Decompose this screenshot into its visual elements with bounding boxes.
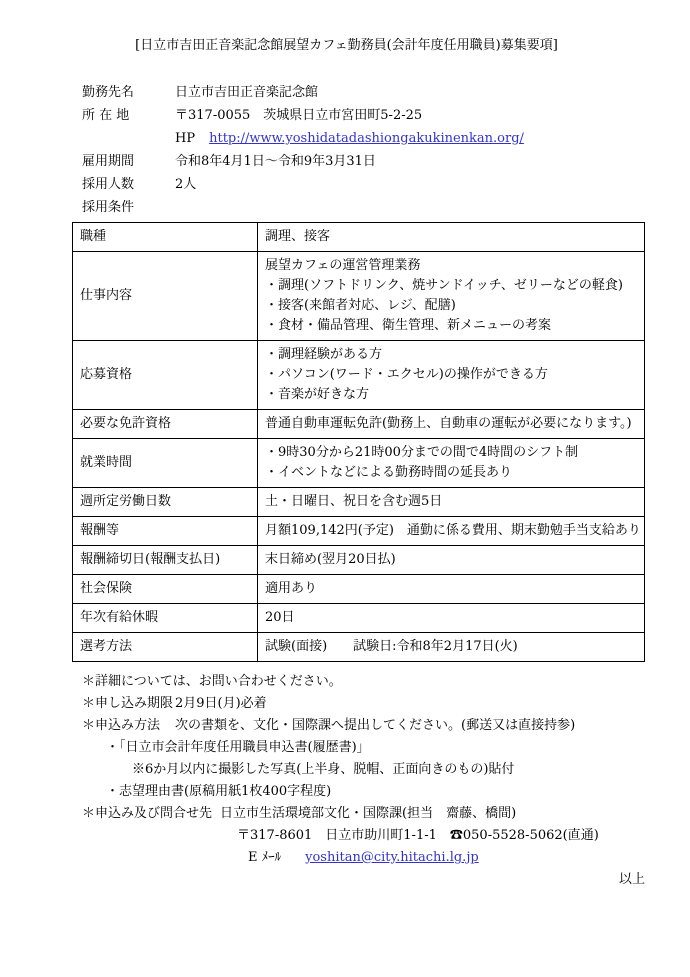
workplace-label: 勤務先名 [82,85,135,100]
cell-line: 試験(面接) 試験日:令和8年2月17日(火) [265,639,518,654]
info-row-period [82,150,645,173]
cell-line: ・イベントなどによる勤務時間の延長あり [265,465,513,480]
info-row-address [82,104,645,127]
cell-line: 調理、接客 [265,229,331,244]
contact-office: 日立市生活環境部文化・国際課(担当 齋藤、橋間) [220,806,517,821]
row-value [258,341,645,410]
cell-line: 展望カフェの運営管理業務 [265,258,421,273]
table-row-job-description [73,252,645,341]
table-row-working-hours [73,439,645,488]
cell-line: ・調理経験がある方 [265,347,383,362]
row-label: 週所定労働日数 [73,488,258,517]
cell-line: ・音楽が好きな方 [265,387,370,402]
row-label: 必要な免許資格 [73,410,258,439]
cell-line: 適用あり [265,581,318,596]
row-label: 報酬締切日(報酬支払日) [73,546,258,575]
table-row-job-type [73,223,645,252]
info-block [82,81,645,219]
headcount-label: 採用人数 [82,177,135,192]
row-value [258,604,645,633]
note-detail: ＊詳細については、お問い合わせください。 [82,674,342,689]
cell-line: 20日 [265,610,295,625]
closing-text: 以上 [618,872,645,887]
address-value: 〒317-0055 茨城県日立市宮田町5-2-25 [175,108,423,123]
note-document-application-form: ・「日立市会計年度任用職員申込書(履歴書)」 [106,740,370,755]
row-value [258,410,645,439]
row-label: 就業時間 [73,439,258,488]
method-label: ＊申込み方法 [82,718,161,733]
info-row-hp [82,127,645,150]
note-method [82,715,645,737]
address-label: 所 在 地 [82,108,130,123]
row-value [258,575,645,604]
conditions-table [72,222,645,662]
row-value [258,517,645,546]
row-label: 報酬等 [73,517,258,546]
table-row-remuneration [73,517,645,546]
conditions-label: 採用条件 [82,200,135,215]
period-value: 令和8年4月1日〜令和9年3月31日 [175,154,376,169]
email-link[interactable]: yoshitan@city.hitachi.lg.jp [305,850,479,865]
page-title: [日立市吉田正音楽記念館展望カフェ勤務員(会計年度任用職員)募集要項] [135,38,558,53]
info-row-workplace [82,81,645,104]
info-row-conditions [82,196,645,219]
cell-line: ・9時30分から21時00分までの間で4時間のシフト制 [265,445,579,460]
cell-line: 土・日曜日、祝日を含む週5日 [265,494,443,509]
row-label: 年次有給休暇 [73,604,258,633]
contact-address: 〒317-8601 日立市助川町1-1-1 ☎050-5528-5062(直通) [237,828,599,843]
info-row-headcount [82,173,645,196]
cell-line: ・食材・備品管理、衛生管理、新メニューの考案 [265,318,552,333]
email-label: E ﾒｰﾙ [248,850,282,865]
table-row-selection-method [73,633,645,662]
row-value [258,546,645,575]
row-value [258,439,645,488]
workplace-value: 日立市吉田正音楽記念館 [175,85,319,100]
cell-line: ・パソコン(ワード・エクセル)の操作ができる方 [265,367,548,382]
table-row-working-days [73,488,645,517]
period-label: 雇用期間 [82,154,135,169]
table-row-paid-leave [73,604,645,633]
hp-label: HP [175,131,196,146]
cell-line: 月額109,142円(予定) 通勤に係る費用、期末勤勉手当支給あり [265,523,641,538]
table-row-license [73,410,645,439]
notes-block [82,671,645,891]
note-contact [82,803,645,825]
row-label: 仕事内容 [73,252,258,341]
cell-line: ・調理(ソフトドリンク、焼サンドイッチ、ゼリーなどの軽食) [265,278,623,293]
cell-line: ・接客(来館者対応、レジ、配膳) [265,298,456,313]
row-value [258,488,645,517]
cell-line: 普通自動車運転免許(勤務上、自動車の運転が必要になります。) [265,416,632,431]
table-row-payday [73,546,645,575]
deadline-label: ＊申し込み期限 [82,696,174,711]
hp-row-spacer [82,127,175,150]
contact-email-line [82,847,645,869]
row-label: 選考方法 [73,633,258,662]
table-row-social-insurance [73,575,645,604]
row-label: 職種 [73,223,258,252]
row-value [258,633,645,662]
row-value [258,252,645,341]
method-value: 次の書類を、文化・国際課へ提出してください。(郵送又は直接持参) [175,718,576,733]
note-deadline [82,693,645,715]
note-document-motivation-letter: ・志望理由書(原稿用紙1枚400字程度) [106,784,332,799]
contact-label: ＊申込み及び問合せ先 [82,806,213,821]
deadline-value: 2月9日(月)必着 [175,696,267,711]
row-label: 社会保険 [73,575,258,604]
note-photo-requirement: ※6か月以内に撮影した写真(上半身、脱帽、正面向きのもの)貼付 [132,762,515,777]
headcount-value: 2人 [175,177,197,192]
hp-link[interactable]: http://www.yoshidatadashiongakukinenkan.org/ [209,131,524,146]
table-row-qualifications [73,341,645,410]
row-label: 応募資格 [73,341,258,410]
row-value [258,223,645,252]
cell-line: 末日締め(翌月20日払) [265,552,396,567]
hp-value [175,127,524,150]
